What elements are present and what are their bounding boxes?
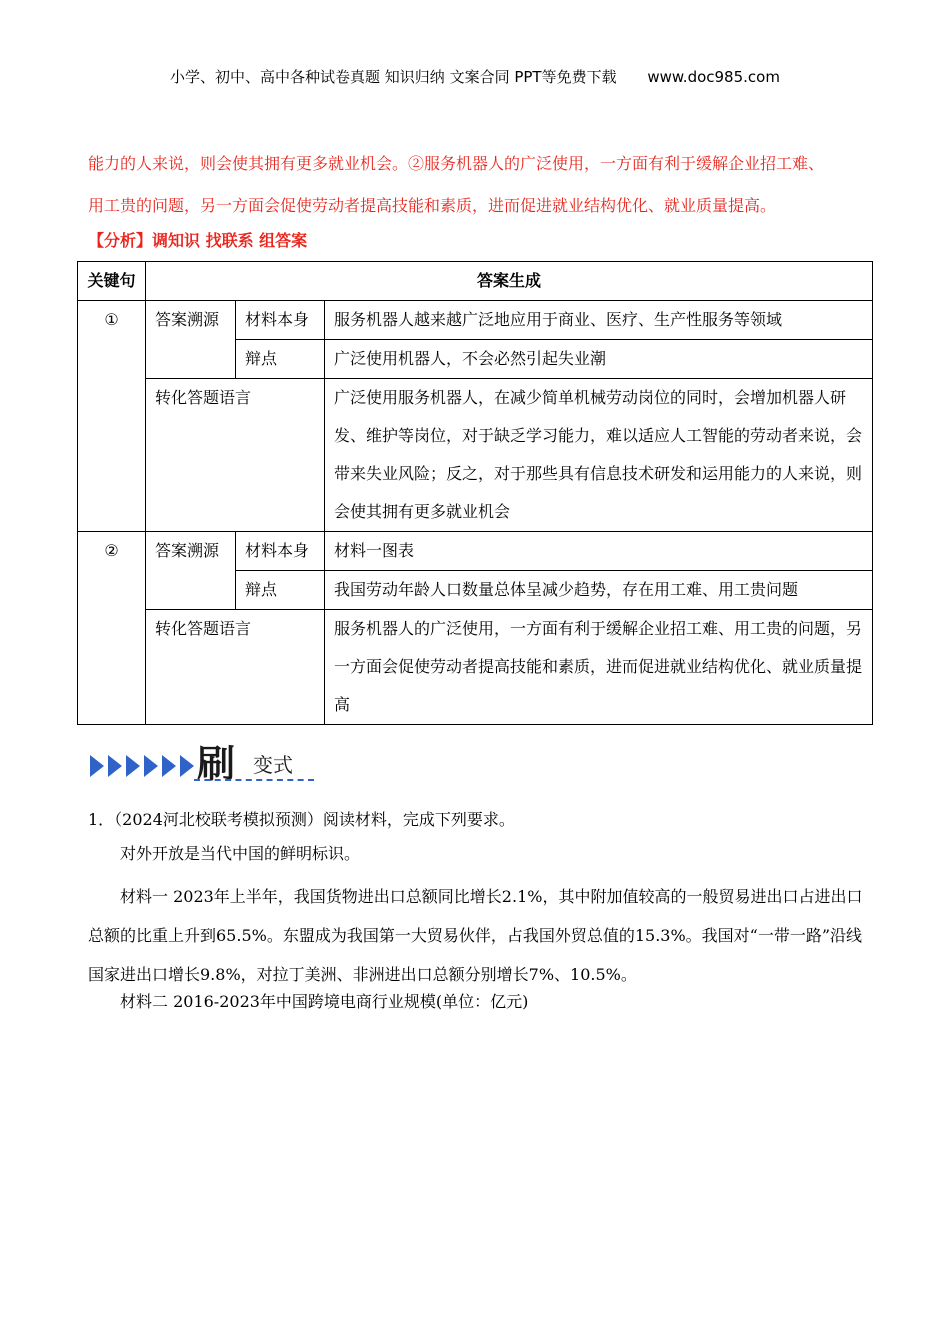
red-answer-line-2: 用工贵的问题，另一方面会促使劳动者提高技能和素质，进而促进就业结构优化、就业质量提高。: [88, 196, 777, 215]
point-label: 辩点: [236, 571, 325, 610]
banner-label: 变式: [253, 753, 293, 777]
material-two: 材料二 2016-2023年中国跨境电商行业规模(单位：亿元): [120, 992, 529, 1011]
table-header-row: [78, 262, 873, 301]
chevron-arrows-icon: [90, 755, 198, 777]
material-label: 材料本身: [236, 532, 325, 571]
analysis-title: 【分析】调知识 找联系 组答案: [88, 231, 308, 250]
row-number: ①: [78, 301, 146, 532]
red-answer-line-1: 能力的人来说，则会使其拥有更多就业机会。②服务机器人的广泛使用，一方面有利于缓解企业招工难、: [88, 154, 825, 173]
header-text: 小学、初中、高中各种试卷真题 知识归纳 文案合同 PPT等免费下载: [170, 68, 617, 86]
table-row: [78, 532, 873, 571]
convert-label: 转化答题语言: [146, 610, 325, 725]
table-row: [78, 610, 873, 725]
col-key-header: 关键句: [78, 262, 146, 301]
table-row: [78, 379, 873, 532]
section-banner: [90, 733, 320, 785]
material-text: 服务机器人越来越广泛地应用于商业、医疗、生产性服务等领域: [325, 301, 873, 340]
convert-label: 转化答题语言: [146, 379, 325, 532]
convert-text: 广泛使用服务机器人，在减少简单机械劳动岗位的同时，会增加机器人研发、维护等岗位，对于缺乏学习能力，难以适应人工智能的劳动者来说，会带来失业风险；反之，对于那些具有信息技术研发和运用能力的人来说，则会使其拥有更多就业机会: [325, 379, 873, 532]
row-number: ②: [78, 532, 146, 725]
col-answer-header: 答案生成: [146, 262, 873, 301]
question-intro: 对外开放是当代中国的鲜明标识。: [120, 844, 361, 863]
trace-label: 答案溯源: [146, 532, 236, 610]
point-text: 广泛使用机器人，不会必然引起失业潮: [325, 340, 873, 379]
banner-big-char: 刷: [197, 741, 236, 786]
page-header: [0, 66, 950, 87]
trace-label: 答案溯源: [146, 301, 236, 379]
banner-divider: [194, 779, 314, 781]
header-site-link[interactable]: www.doc985.com: [647, 68, 780, 86]
convert-text: 服务机器人的广泛使用，一方面有利于缓解企业招工难、用工贵的问题，另一方面会促使劳动者提高技能和素质，进而促进就业结构优化、就业质量提高: [325, 610, 873, 725]
material-text: 材料一图表: [325, 532, 873, 571]
question-title: 1．（2024河北校联考模拟预测）阅读材料，完成下列要求。: [88, 810, 515, 829]
point-text: 我国劳动年龄人口数量总体呈减少趋势，存在用工难、用工贵问题: [325, 571, 873, 610]
table-row: [78, 301, 873, 340]
material-label: 材料本身: [236, 301, 325, 340]
answer-table: [77, 261, 873, 725]
point-label: 辩点: [236, 340, 325, 379]
material-one: 材料一 2023年上半年，我国货物进出口总额同比增长2.1%，其中附加值较高的一般贸易进出口占进出口总额的比重上升到65.5%。东盟成为我国第一大贸易伙伴，占我国外贸总值的15.3%。我国对“一带一路”沿线国家进出口增长9.8%，对拉丁美洲、非洲进出口总额分别增长7%、10.5%。: [88, 887, 863, 984]
